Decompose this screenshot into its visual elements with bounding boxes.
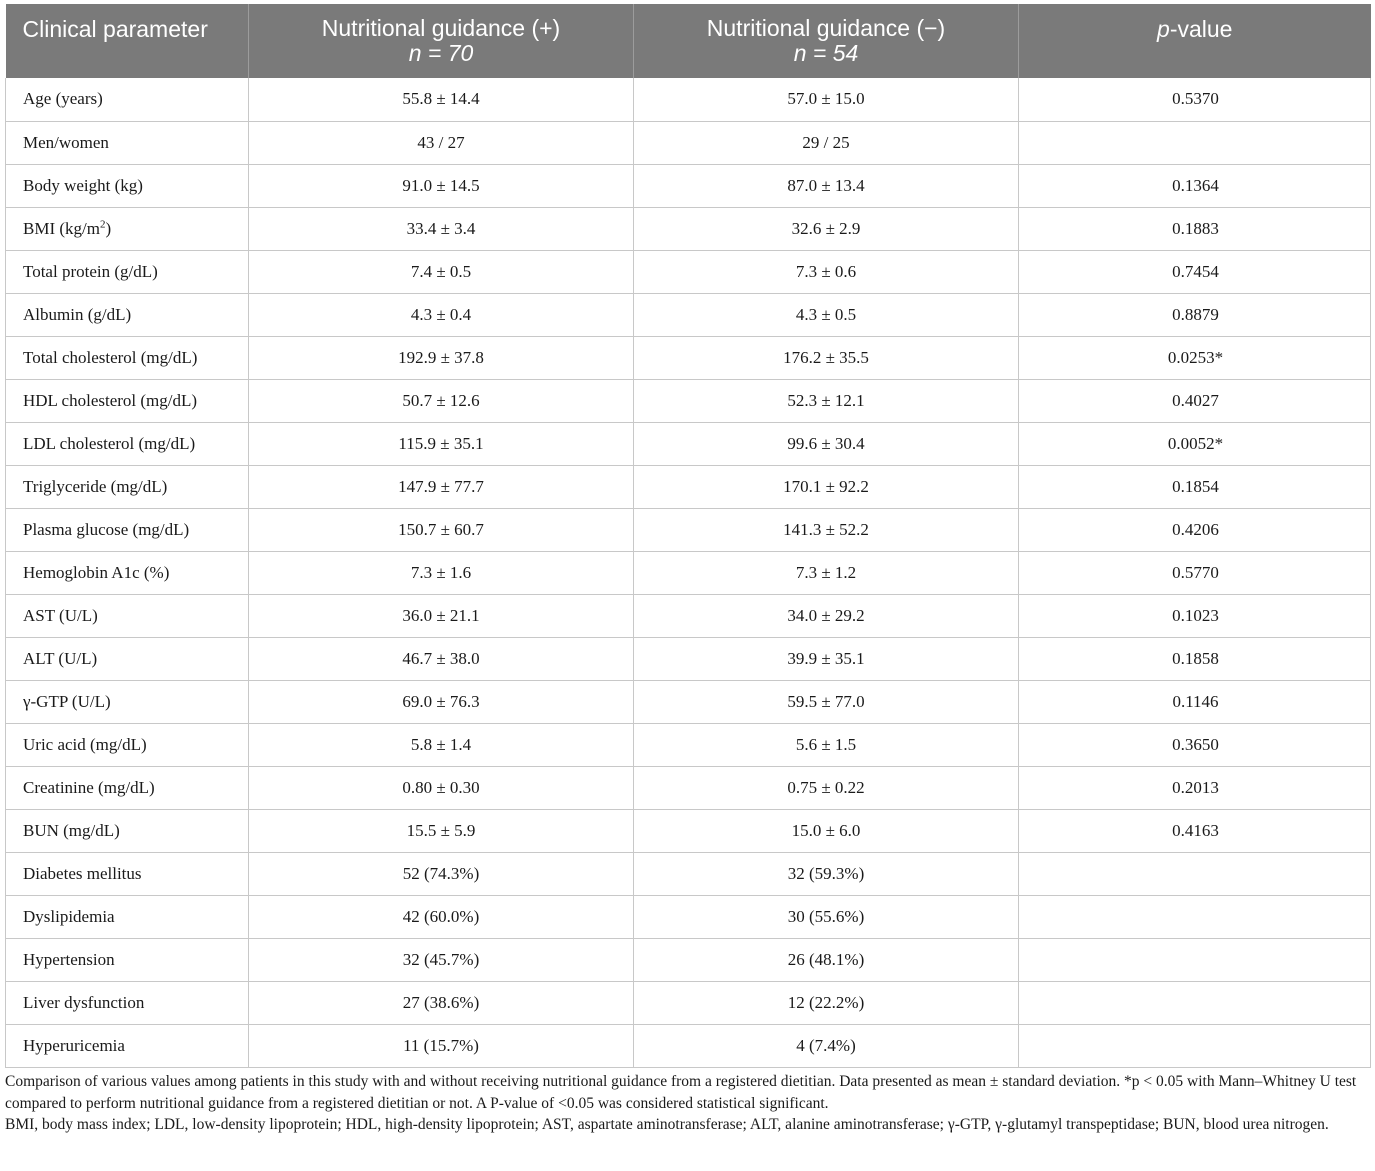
table-row [6,78,1371,121]
guidance-minus-value: 176.2 ± 35.5 [634,336,1019,379]
table-row [6,1024,1371,1067]
row-label: ALT (U/L) [6,637,249,680]
guidance-minus-value: 26 (48.1%) [634,938,1019,981]
table-row [6,852,1371,895]
guidance-minus-value: 4.3 ± 0.5 [634,293,1019,336]
row-label: Age (years) [6,78,249,121]
header-clinical-parameter: Clinical parameter [22,16,208,42]
guidance-plus-value: 150.7 ± 60.7 [249,508,634,551]
header-guidance-minus-title: Nutritional guidance (−) [706,15,946,41]
p-value: 0.0253* [1019,336,1371,379]
table-row [6,766,1371,809]
p-value: 0.4027 [1019,379,1371,422]
p-value [1019,1024,1371,1067]
guidance-plus-value: 42 (60.0%) [249,895,634,938]
table-row [6,293,1371,336]
p-value [1019,981,1371,1024]
guidance-minus-value: 87.0 ± 13.4 [634,164,1019,207]
guidance-minus-value: 30 (55.6%) [634,895,1019,938]
table-row [6,981,1371,1024]
table-header-row [6,4,1371,78]
table-row [6,207,1371,250]
guidance-plus-value: 147.9 ± 77.7 [249,465,634,508]
table-footnote [5,1071,1367,1136]
guidance-plus-value: 33.4 ± 3.4 [249,207,634,250]
table-row [6,336,1371,379]
p-value: 0.3650 [1019,723,1371,766]
table-row [6,250,1371,293]
row-label: BMI $(kg/m^2)$ [6,207,249,250]
guidance-minus-value: 141.3 ± 52.2 [634,508,1019,551]
row-label: Total cholesterol (mg/dL) [6,336,249,379]
p-value: 0.0052* [1019,422,1371,465]
row-label: Total protein (g/dL) [6,250,249,293]
guidance-minus-value: 57.0 ± 15.0 [634,78,1019,121]
row-label: Diabetes mellitus [6,852,249,895]
row-label: LDL cholesterol (mg/dL) [6,422,249,465]
guidance-minus-value: 52.3 ± 12.1 [634,379,1019,422]
table-row [6,938,1371,981]
row-label: Hemoglobin A1c (%) [6,551,249,594]
guidance-plus-value: 192.9 ± 37.8 [249,336,634,379]
row-label: Dyslipidemia [6,895,249,938]
p-value: 0.4163 [1019,809,1371,852]
guidance-minus-value: 170.1 ± 92.2 [634,465,1019,508]
guidance-minus-value: 4 (7.4%) [634,1024,1019,1067]
table-row [6,723,1371,766]
guidance-minus-value: 0.75 ± 0.22 [634,766,1019,809]
p-value [1019,895,1371,938]
p-value: 0.1854 [1019,465,1371,508]
guidance-plus-value: 4.3 ± 0.4 [249,293,634,336]
guidance-minus-value: 59.5 ± 77.0 [634,680,1019,723]
p-value: 0.5370 [1019,78,1371,121]
guidance-minus-value: 34.0 ± 29.2 [634,594,1019,637]
p-value: 0.1858 [1019,637,1371,680]
row-label: Albumin (g/dL) [6,293,249,336]
guidance-plus-value: 0.80 ± 0.30 [249,766,634,809]
row-label: Body weight (kg) [6,164,249,207]
guidance-minus-value: 7.3 ± 1.2 [634,551,1019,594]
p-value: 0.2013 [1019,766,1371,809]
row-label: AST (U/L) [6,594,249,637]
table-row [6,422,1371,465]
guidance-minus-value: 32.6 ± 2.9 [634,207,1019,250]
row-label: Liver dysfunction [6,981,249,1024]
table-row [6,551,1371,594]
row-label: HDL cholesterol (mg/dL) [6,379,249,422]
guidance-minus-value: 12 (22.2%) [634,981,1019,1024]
table-row [6,809,1371,852]
guidance-minus-value: 29 / 25 [634,121,1019,164]
guidance-minus-value: 5.6 ± 1.5 [634,723,1019,766]
footnote-abbreviations: BMI, body mass index; LDL, low-density lipoprotein; HDL, high-density lipoprotein; AST, aspartate aminotransferase; ALT, alanine aminotransferase; γ-GTP, γ-glutamyl transpeptidase; BUN, blood urea nitrogen. [5,1116,1329,1133]
guidance-plus-value: 91.0 ± 14.5 [249,164,634,207]
table-row [6,164,1371,207]
header-guidance-plus-n: n = 70 [408,40,474,66]
table-row [6,508,1371,551]
header-p-value [1019,4,1371,78]
header-guidance-plus-title: Nutritional guidance (+) [321,15,561,41]
guidance-plus-value: 115.9 ± 35.1 [249,422,634,465]
guidance-plus-value: 7.3 ± 1.6 [249,551,634,594]
row-label: Creatinine (mg/dL) [6,766,249,809]
p-value: 0.8879 [1019,293,1371,336]
p-value [1019,852,1371,895]
row-label: Hypertension [6,938,249,981]
row-label: Triglyceride (mg/dL) [6,465,249,508]
row-label: Men/women [6,121,249,164]
guidance-plus-value: 11 (15.7%) [249,1024,634,1067]
guidance-plus-value: 36.0 ± 21.1 [249,594,634,637]
guidance-plus-value: 52 (74.3%) [249,852,634,895]
header-p-rest: -value [1169,16,1233,42]
clinical-parameters-table [5,4,1371,1068]
guidance-plus-value: 7.4 ± 0.5 [249,250,634,293]
header-guidance-plus [249,4,634,78]
p-value: 0.1023 [1019,594,1371,637]
guidance-plus-value: 50.7 ± 12.6 [249,379,634,422]
table-row [6,379,1371,422]
header-guidance-minus-n: n = 54 [793,40,859,66]
guidance-plus-value: 69.0 ± 76.3 [249,680,634,723]
row-label: Plasma glucose (mg/dL) [6,508,249,551]
p-value: 0.1364 [1019,164,1371,207]
row-label: BUN (mg/dL) [6,809,249,852]
p-value: 0.7454 [1019,250,1371,293]
row-label: Uric acid (mg/dL) [6,723,249,766]
table-row [6,680,1371,723]
row-label: γ-GTP (U/L) [6,680,249,723]
guidance-minus-value: 99.6 ± 30.4 [634,422,1019,465]
guidance-plus-value: 32 (45.7%) [249,938,634,981]
row-label: Hyperuricemia [6,1024,249,1067]
guidance-minus-value: 32 (59.3%) [634,852,1019,895]
table-row [6,637,1371,680]
p-value: 0.5770 [1019,551,1371,594]
header-p-italic: p [1157,16,1170,42]
guidance-plus-value: 55.8 ± 14.4 [249,78,634,121]
p-value [1019,121,1371,164]
table-row [6,121,1371,164]
p-value: 0.1146 [1019,680,1371,723]
guidance-plus-value: 46.7 ± 38.0 [249,637,634,680]
guidance-plus-value: 43 / 27 [249,121,634,164]
table-row [6,465,1371,508]
guidance-minus-value: 7.3 ± 0.6 [634,250,1019,293]
guidance-plus-value: 5.8 ± 1.4 [249,723,634,766]
guidance-plus-value: 15.5 ± 5.9 [249,809,634,852]
footnote-description: Comparison of various values among patients in this study with and without receiving nutritional guidance from a registered dietitian. Data presented as mean ± standard deviation. *p < 0.05 with Mann–Whitney U test compared to perform nutritional guidance from a registered dietitian or not. A P-value of <0.05 was considered statistical significant. [5,1073,1357,1112]
guidance-minus-value: 39.9 ± 35.1 [634,637,1019,680]
table-row [6,594,1371,637]
guidance-plus-value: 27 (38.6%) [249,981,634,1024]
p-value [1019,938,1371,981]
guidance-minus-value: 15.0 ± 6.0 [634,809,1019,852]
p-value: 0.1883 [1019,207,1371,250]
p-value: 0.4206 [1019,508,1371,551]
table-row [6,895,1371,938]
header-guidance-minus [634,4,1019,78]
